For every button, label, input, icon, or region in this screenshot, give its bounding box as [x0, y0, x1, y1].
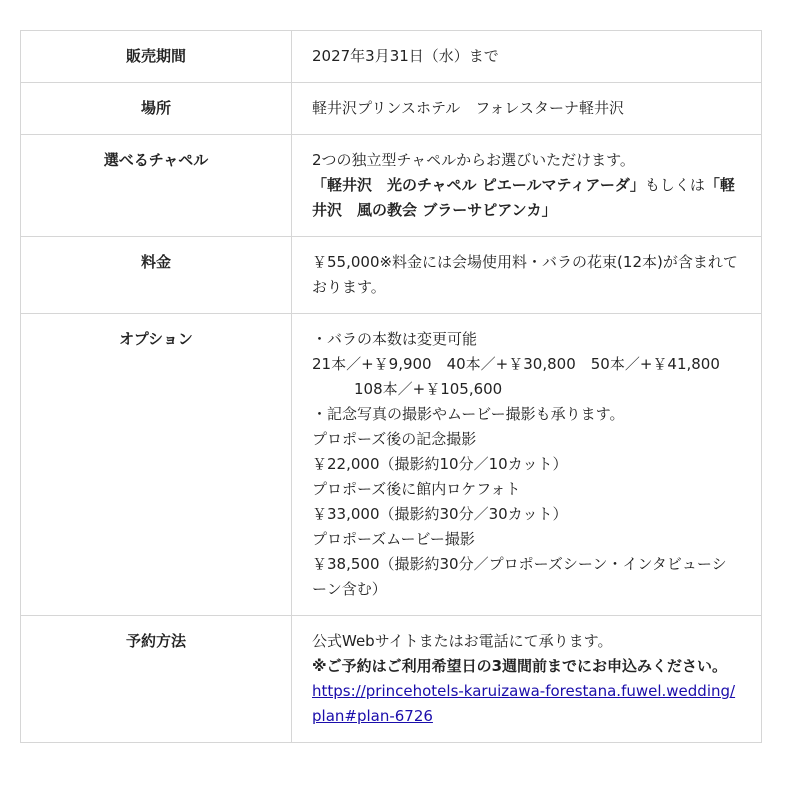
table-row-price	[21, 237, 762, 314]
option-line: ・バラの本数は変更可能	[312, 330, 478, 348]
table-row-options	[21, 314, 762, 616]
reservation-value	[292, 616, 762, 743]
chapel-intro: 2つの独立型チャペルからお選びいただけます。	[312, 151, 635, 169]
plan-details-table	[20, 30, 762, 743]
reservation-link[interactable]: https://princehotels-karuizawa-forestana.fuwel.wedding/plan#plan-6726	[312, 682, 736, 725]
price-label: 料金	[21, 237, 292, 314]
options-value	[292, 314, 762, 616]
option-line: ￥38,500（撮影約30分／プロポーズシーン・インタビューシーン含む）	[312, 555, 727, 598]
reservation-note: ※ご予約はご利用希望日の3週間前までにお申込みください。	[312, 657, 728, 675]
option-line: ・記念写真の撮影やムービー撮影も承ります。	[312, 405, 625, 423]
venue-label: 場所	[21, 83, 292, 135]
chapel-value	[292, 135, 762, 237]
options-label: オプション	[21, 314, 292, 616]
price-value: ￥55,000※料金には会場使用料・バラの花束(12本)が含まれております。	[292, 237, 762, 314]
table-row-reservation	[21, 616, 762, 743]
period-label: 販売期間	[21, 31, 292, 83]
reservation-method: 公式Webサイトまたはお電話にて承ります。	[312, 632, 613, 650]
option-line: 108本／+￥105,600	[354, 380, 503, 398]
chapel-option-a: 「軽井沢 光のチャペル ピエールマティアーダ」	[312, 176, 645, 194]
venue-value: 軽井沢プリンスホテル フォレスターナ軽井沢	[292, 83, 762, 135]
option-line: プロポーズムービー撮影	[312, 530, 475, 548]
option-line: ￥33,000（撮影約30分／30カット）	[312, 505, 568, 523]
option-line: ￥22,000（撮影約10分／10カット）	[312, 455, 568, 473]
table-row-venue	[21, 83, 762, 135]
option-line: プロポーズ後の記念撮影	[312, 430, 477, 448]
option-line: 21本／+￥9,900 40本／+￥30,800 50本／+￥41,800	[312, 355, 720, 373]
table-row-period	[21, 31, 762, 83]
period-value: 2027年3月31日（水）まで	[292, 31, 762, 83]
chapel-label: 選べるチャペル	[21, 135, 292, 237]
plan-details	[20, 30, 762, 743]
option-line: プロポーズ後に館内ロケフォト	[312, 480, 521, 498]
chapel-option-b: 「軽井沢 風の教会 ブラーサピアンカ」	[312, 176, 735, 219]
table-row-chapel	[21, 135, 762, 237]
chapel-connector: もしくは	[644, 176, 705, 194]
reservation-label: 予約方法	[21, 616, 292, 743]
